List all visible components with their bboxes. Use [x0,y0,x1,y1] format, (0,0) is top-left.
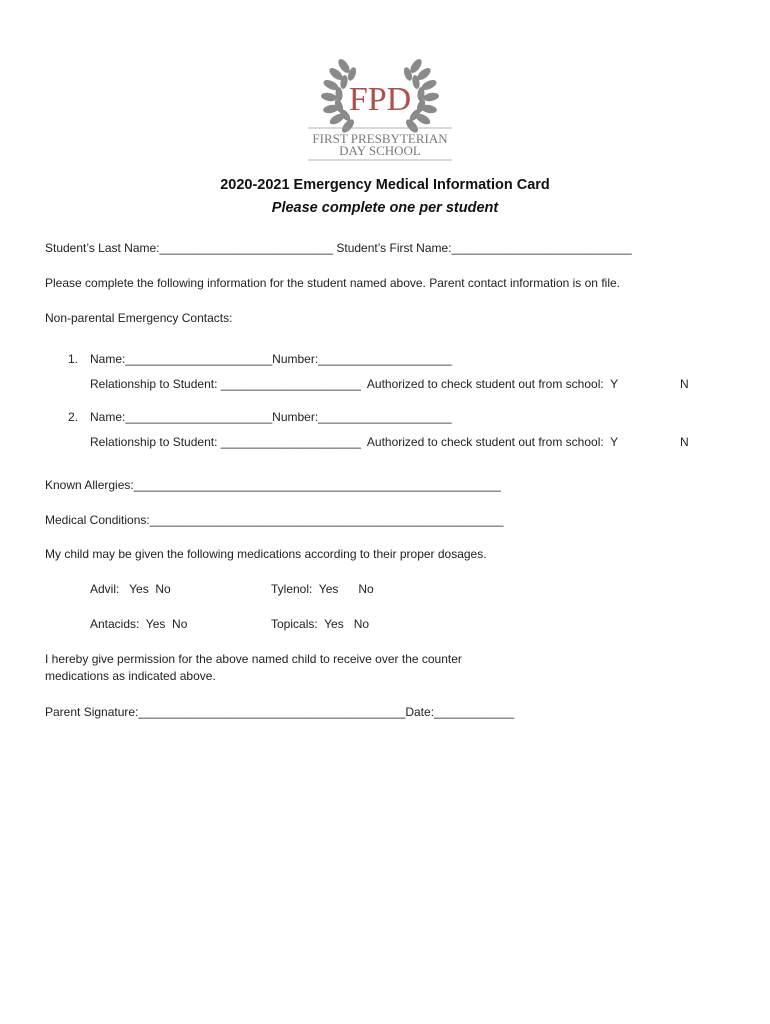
permission-text-line-2: medications as indicated above. [45,669,216,683]
school-logo [300,52,460,164]
permission-text-line-1: I hereby give permission for the above named child to receive over the counter [45,652,462,666]
allergies-field[interactable]: Known Allergies:_______________________________________________________ [45,478,501,492]
contact-2-no-option[interactable]: N [680,435,689,449]
contact-2-relationship-field[interactable]: Relationship to Student: _____________________ Authorized to check student out from school: Y [90,435,619,449]
antacids-option[interactable]: Antacids: Yes No [90,617,188,631]
tylenol-option[interactable]: Tylenol: Yes No [271,582,374,596]
contact-1-no-option[interactable]: N [680,377,689,391]
contact-1-number: 1. [68,352,79,366]
student-names-field[interactable]: Student’s Last Name:__________________________ Student’s First Name:___________________________ [45,241,632,255]
form-subtitle: Please complete one per student [271,200,499,216]
conditions-field[interactable]: Medical Conditions:_____________________________________________________ [45,513,504,527]
logo-line-2: DAY SCHOOL [339,143,421,158]
contacts-heading: Non-parental Emergency Contacts: [45,311,233,325]
logo-line-1: FIRST PRESBYTERIAN [312,131,448,146]
logo-initials: FPD [348,81,412,118]
contact-1-name-number-field[interactable]: Name:______________________Number:____________________ [90,352,452,366]
topicals-option[interactable]: Topicals: Yes No [271,617,370,631]
laurel-wreath-logo [300,52,460,164]
contact-2-name-number-field[interactable]: Name:______________________Number:____________________ [90,410,452,424]
advil-option[interactable]: Advil: Yes No [90,582,171,596]
contact-1-relationship-field[interactable]: Relationship to Student: _____________________ Authorized to check student out from school: Y [90,377,619,391]
signature-date-field[interactable]: Parent Signature:________________________________________Date:____________ [45,705,515,719]
medications-intro: My child may be given the following medications according to their proper dosages. [45,547,487,561]
form-title: 2020-2021 Emergency Medical Information Card [220,177,550,193]
contact-2-number: 2. [68,410,79,424]
intro-text: Please complete the following information for the student named above. Parent contact information is on file. [45,276,620,290]
